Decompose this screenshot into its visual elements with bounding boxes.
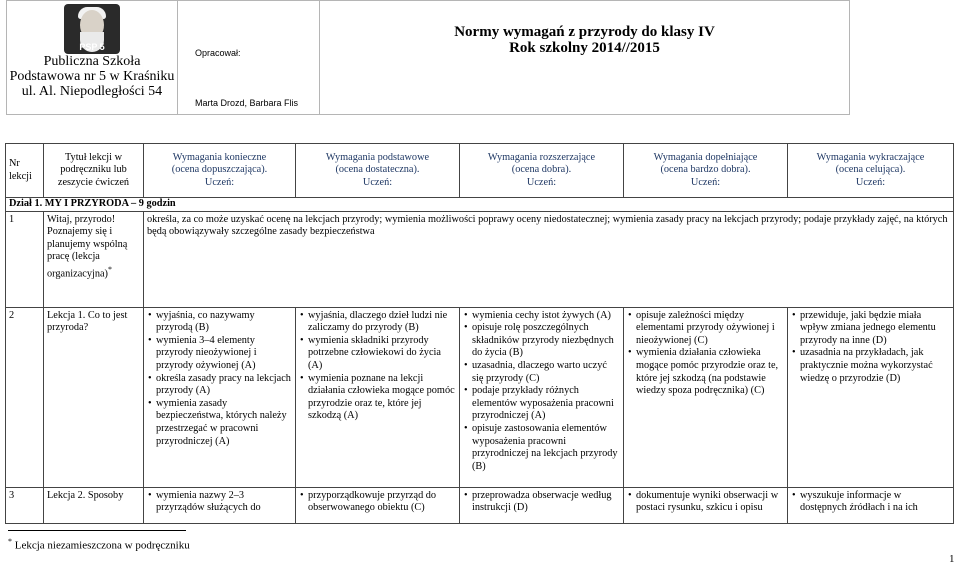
table-row (6, 211, 954, 307)
logo-badge: PSP 5 (79, 42, 105, 52)
section-row (6, 198, 954, 212)
lesson-number: 3 (6, 487, 44, 523)
lesson-topic: Lekcja 1. Co to jest przyroda? (44, 307, 144, 487)
school-address: ul. Al. Niepodległości 54 (21, 84, 163, 99)
lesson-number: 1 (6, 211, 44, 307)
school-name-line-2: Podstawowa nr 5 w Kraśniku (9, 69, 175, 84)
lesson-topic: Witaj, przyrodo! Poznajemy się i planujemy wspólną pracę (lekcja organizacyjna)* (44, 211, 144, 307)
document-title-box (319, 0, 850, 115)
col-header-complementary: Wymagania dopełniające (ocena bardzo dobra). Uczeń: (624, 144, 788, 198)
exceeding-cell: • przewiduje, jaki będzie miała wpływ zmiana jednego elementu przyrody na inne (D) • uzasadnia na przykładach, jak praktycznie można wykorzystać wiedzę o przyrodzie (D) (788, 307, 954, 487)
school-name-line-1: Publiczna Szkoła (43, 54, 141, 69)
extended-cell: • przeprowadza obserwacje według instrukcji (D) (460, 487, 624, 523)
prepared-by-box (178, 0, 319, 115)
complementary-cell: • opisuje zależności między elementami przyrody ożywionej i nieożywionej (C) • wymienia działania człowieka mogące pomóc przyrodzie oraz te, które jej szkodzą (na podstawie wiedzy spoza podręcznika) (C) (624, 307, 788, 487)
table-row (6, 307, 954, 487)
section-title: Dział 1. MY I PRZYRODA – 9 godzin (6, 198, 954, 212)
document-title: Normy wymagań z przyrody do klasy IV (454, 24, 715, 40)
school-header (6, 0, 178, 115)
school-logo (64, 4, 120, 54)
col-header-extended: Wymagania rozszerzające (ocena dobra). Uczeń: (460, 144, 624, 198)
lesson-number: 2 (6, 307, 44, 487)
required-cell: • wymienia nazwy 2–3 przyrządów służących do (144, 487, 296, 523)
footnote: * Lekcja niezamieszczona w podręczniku (8, 537, 190, 552)
table-header-row (6, 144, 954, 198)
extended-cell: • wymienia cechy istot żywych (A) • opisuje rolę poszczególnych składników przyrody niezbędnych do życia (B) • uzasadnia, dlaczego warto uczyć się przyrody (C) • podaje przykłady różnych elementów wyposażenia pracowni przyrodniczej (A) • opisuje zastosowania elementów wyposażenia pracowni przyrodniczej na lekcjach przyrody (B) (460, 307, 624, 487)
col-header-basic: Wymagania podstawowe (ocena dostateczna). Uczeń: (296, 144, 460, 198)
footnote-separator (8, 530, 186, 531)
table-row (6, 487, 954, 523)
col-header-exceeding: Wymagania wykraczające (ocena celująca). Uczeń: (788, 144, 954, 198)
school-year: Rok szkolny 2014//2015 (509, 40, 660, 56)
complementary-cell: • dokumentuje wyniki obserwacji w postaci rysunku, szkicu i opisu (624, 487, 788, 523)
required-cell: • wyjaśnia, co nazywamy przyrodą (B) • wymienia 3–4 elementy przyrody nieożywionej i przyrody ożywionej (A) • określa zasady pracy na lekcjach przyrody (A) • wymienia zasady bezpieczeństwa, których należy przestrzegać w pracowni przyrodniczej (A) (144, 307, 296, 487)
basic-cell: • przyporządkowuje przyrząd do obserwowanego obiektu (C) (296, 487, 460, 523)
prepared-by-label: Opracował: (195, 48, 241, 58)
col-header-nr: Nr lekcji (6, 144, 44, 198)
col-header-topic: Tytuł lekcji w podręczniku lub zeszycie ćwiczeń (44, 144, 144, 198)
lesson-requirements: określa, za co może uzyskać ocenę na lekcjach przyrody; wymienia możliwości poprawy oceny niedostatecznej; wymienia zasady pracy na lekcjach przyrody; podaje przykłady zajęć, na których będą obowiązywały szczególne zasady bezpieczeństwa (144, 211, 954, 307)
exceeding-cell: • wyszukuje informacje w dostępnych źródłach i na ich (788, 487, 954, 523)
requirements-table (5, 143, 953, 524)
lesson-topic: Lekcja 2. Sposoby (44, 487, 144, 523)
authors: Marta Drozd, Barbara Flis (195, 98, 299, 108)
page-number: 1 (949, 553, 955, 565)
basic-cell: • wyjaśnia, dlaczego dzieł ludzi nie zaliczamy do przyrody (B) • wymienia składniki przyrody potrzebne człowiekowi do życia (A) • wymienia poznane na lekcji działania człowieka mogące pomóc przyrodzie oraz te, które jej szkodzą (A) (296, 307, 460, 487)
col-header-required: Wymagania konieczne (ocena dopuszczająca). Uczeń: (144, 144, 296, 198)
